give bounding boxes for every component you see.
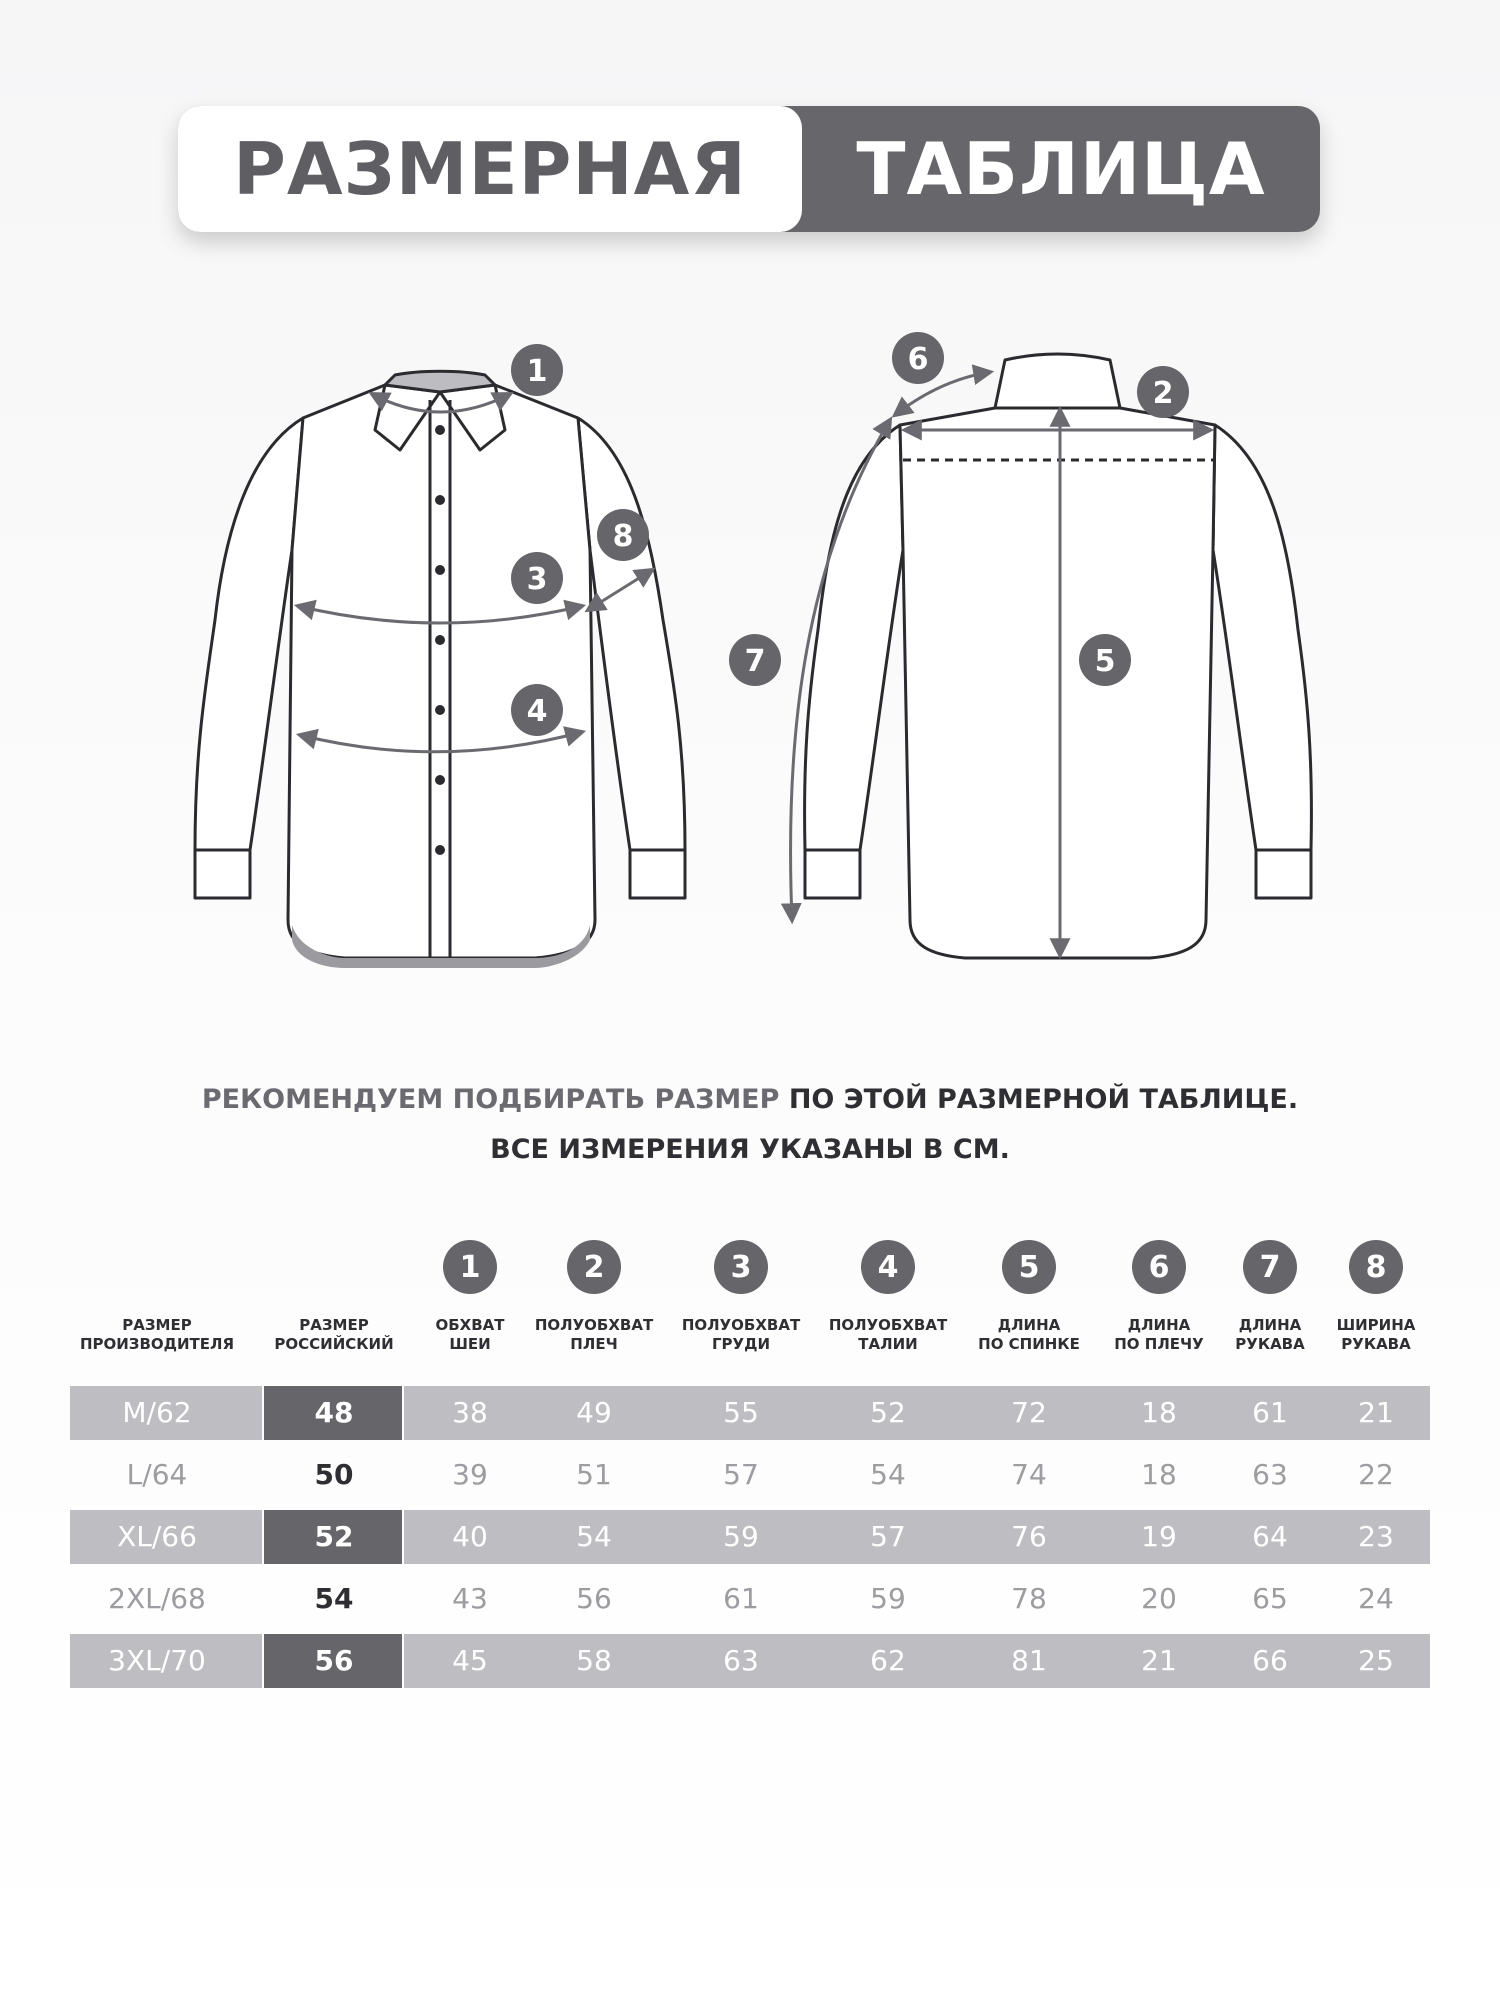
- header-sleeve-width: ШИРИНА РУКАВА: [1336, 1316, 1416, 1353]
- title-right: ТАБЛИЦА: [856, 127, 1266, 211]
- cell-manufacturer-size: XL/66: [117, 1520, 197, 1553]
- cell-measurement: 72: [1011, 1396, 1047, 1429]
- front-marker-1: 1: [526, 354, 548, 389]
- cell-measurement: 49: [576, 1396, 612, 1429]
- recommendation-line-1: [0, 1075, 1500, 1125]
- cell-russian-size: 52: [314, 1520, 354, 1553]
- header-shoulders: ПОЛУОБХВАТ ПЛЕЧ: [534, 1316, 654, 1353]
- header-shoulder-length: ДЛИНА ПО ПЛЕЧУ: [1114, 1316, 1204, 1353]
- cell-measurement: 18: [1141, 1458, 1177, 1491]
- cell-measurement: 56: [576, 1582, 612, 1615]
- table-header: [0, 1316, 1500, 1360]
- cell-measurement: 45: [452, 1644, 488, 1677]
- table-row: [70, 1386, 1430, 1440]
- cell-measurement: 62: [870, 1644, 906, 1677]
- cell-measurement: 38: [452, 1396, 488, 1429]
- cell-russian-size: 54: [314, 1582, 354, 1615]
- cell-measurement: 59: [723, 1520, 759, 1553]
- back-shirt: [805, 354, 1312, 958]
- header-manufacturer-size: РАЗМЕР ПРОИЗВОДИТЕЛЯ: [79, 1316, 235, 1353]
- header-back-length: ДЛИНА ПО СПИНКЕ: [978, 1316, 1080, 1353]
- cell-measurement: 74: [1011, 1458, 1047, 1491]
- back-marker-6: 6: [907, 342, 929, 377]
- column-badge-4: 4: [861, 1240, 915, 1294]
- recommendation-text: [0, 1075, 1500, 1175]
- column-badge-8: 8: [1349, 1240, 1403, 1294]
- cell-measurement: 23: [1358, 1520, 1394, 1553]
- back-marker-7: 7: [744, 644, 766, 679]
- cell-measurement: 20: [1141, 1582, 1177, 1615]
- cell-measurement: 22: [1358, 1458, 1394, 1491]
- cell-measurement: 61: [723, 1582, 759, 1615]
- column-badge-3: 3: [714, 1240, 768, 1294]
- header-russian-size: РАЗМЕР РОССИЙСКИЙ: [274, 1316, 394, 1353]
- recommendation-dark: ПО ЭТОЙ РАЗМЕРНОЙ ТАБЛИЦЕ.: [788, 1084, 1299, 1115]
- shirt-diagram: [0, 330, 1500, 970]
- cell-manufacturer-size: 3XL/70: [108, 1644, 206, 1677]
- cell-measurement: 43: [452, 1582, 488, 1615]
- column-badge-1: 1: [443, 1240, 497, 1294]
- back-marker-5: 5: [1094, 644, 1116, 679]
- cell-measurement: 66: [1252, 1644, 1288, 1677]
- cell-measurement: 58: [576, 1644, 612, 1677]
- table-row: [70, 1510, 1430, 1564]
- back-marker-2: 2: [1152, 376, 1174, 411]
- cell-measurement: 51: [576, 1458, 612, 1491]
- recommendation-muted: РЕКОМЕНДУЕМ ПОДБИРАТЬ РАЗМЕР: [201, 1084, 780, 1115]
- cell-measurement: 57: [723, 1458, 759, 1491]
- cell-manufacturer-size: 2XL/68: [108, 1582, 206, 1615]
- column-badge-5: 5: [1002, 1240, 1056, 1294]
- cell-measurement: 59: [870, 1582, 906, 1615]
- front-marker-3: 3: [526, 562, 548, 597]
- cell-measurement: 25: [1358, 1644, 1394, 1677]
- recommendation-line-2: ВСЕ ИЗМЕРЕНИЯ УКАЗАНЫ В СМ.: [490, 1134, 1010, 1165]
- cell-measurement: 78: [1011, 1582, 1047, 1615]
- column-badge-7: 7: [1243, 1240, 1297, 1294]
- table-row: [70, 1634, 1430, 1688]
- cell-measurement: 76: [1011, 1520, 1047, 1553]
- front-marker-4: 4: [526, 694, 548, 729]
- cell-measurement: 63: [723, 1644, 759, 1677]
- table-row: [70, 1572, 1430, 1626]
- title-left: РАЗМЕРНАЯ: [178, 106, 802, 232]
- cell-russian-size: 48: [314, 1396, 354, 1429]
- shirt-diagram-svg: [0, 330, 1500, 970]
- table-row: [70, 1448, 1430, 1502]
- cell-measurement: 52: [870, 1396, 906, 1429]
- header-neck: ОБХВАТ ШЕИ: [435, 1316, 505, 1353]
- cell-measurement: 21: [1141, 1644, 1177, 1677]
- column-badge-2: 2: [567, 1240, 621, 1294]
- cell-measurement: 54: [870, 1458, 906, 1491]
- cell-measurement: 24: [1358, 1582, 1394, 1615]
- front-shirt: [195, 371, 685, 958]
- header-chest: ПОЛУОБХВАТ ГРУДИ: [681, 1316, 801, 1353]
- cell-manufacturer-size: M/62: [122, 1396, 192, 1429]
- header-waist: ПОЛУОБХВАТ ТАЛИИ: [828, 1316, 948, 1353]
- title-banner: [178, 106, 1320, 232]
- cell-russian-size: 50: [314, 1458, 354, 1491]
- cell-measurement: 54: [576, 1520, 612, 1553]
- cell-measurement: 57: [870, 1520, 906, 1553]
- header-sleeve-length: ДЛИНА РУКАВА: [1235, 1316, 1305, 1353]
- cell-manufacturer-size: L/64: [126, 1458, 188, 1491]
- cell-measurement: 63: [1252, 1458, 1288, 1491]
- cell-measurement: 64: [1252, 1520, 1288, 1553]
- column-badges: [0, 1240, 1500, 1296]
- cell-russian-size: 56: [314, 1644, 354, 1677]
- cell-measurement: 39: [452, 1458, 488, 1491]
- cell-measurement: 81: [1011, 1644, 1047, 1677]
- cell-measurement: 40: [452, 1520, 488, 1553]
- cell-measurement: 19: [1141, 1520, 1177, 1553]
- cell-measurement: 21: [1358, 1396, 1394, 1429]
- column-badge-6: 6: [1132, 1240, 1186, 1294]
- cell-measurement: 61: [1252, 1396, 1288, 1429]
- cell-measurement: 18: [1141, 1396, 1177, 1429]
- cell-measurement: 65: [1252, 1582, 1288, 1615]
- front-marker-8: 8: [612, 519, 634, 554]
- cell-measurement: 55: [723, 1396, 759, 1429]
